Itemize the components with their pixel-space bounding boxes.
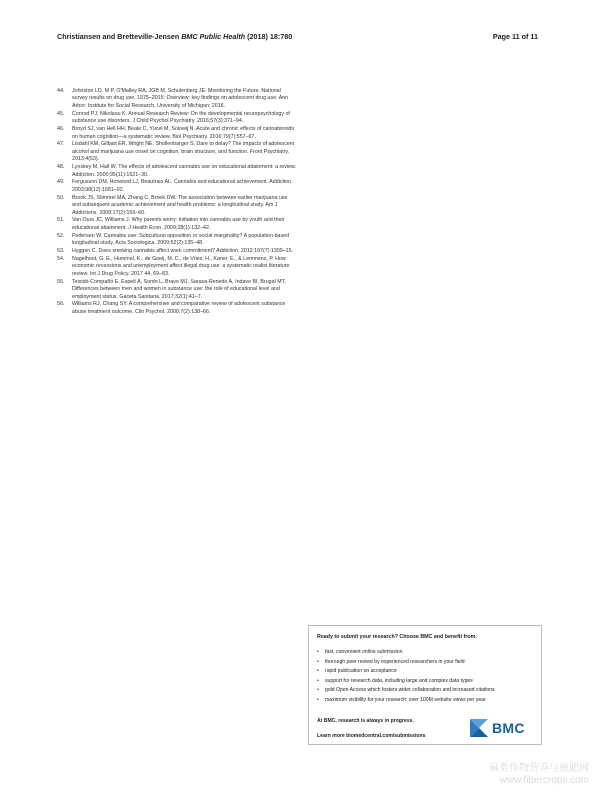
reference-number: 52. (57, 232, 65, 239)
reference-text: Williams RJ, Chang SY. A comprehensive and comparative review of adolescent substance abuse treatment outcome. Clin Psychol. 2000;7(2):138–66. (72, 301, 286, 315)
reference-number: 55. (57, 278, 65, 285)
bullet-icon: • (317, 696, 319, 703)
bmc-logo-text: BMC (492, 720, 525, 736)
reference-number: 45. (57, 110, 65, 117)
ad-benefit-text: fast, convenient online submission (325, 649, 403, 655)
ad-learn-more (317, 733, 425, 739)
reference-text: Broyd SJ, van Hell HH, Beale C, Yücel M, Solowij N. Acute and chronic effects of cannabinoids on human cognition—a systematic review. Biol Psychiatry. 2016;79(7):557–67. (72, 126, 295, 140)
reference-text: Johnston LD, M P, O'Malley RA, JGB M, Schulenberg JE. Monitoring the Future: National survey results on drug use, 1975–2015: Overview: key findings on adolescent drug use. Ann Arbor: Institute for Social Research, University of Michigan; 2016. (72, 88, 289, 109)
reference-text: Brook JS, Stimmel MA, Zhang C, Brook DW. The association between earlier marijuana use and subsequent academic achievement and health problems: a longitudinal study. Am J Addictions. 2008;17(2):155–60. (72, 194, 288, 216)
reference-item (57, 256, 297, 278)
ad-benefit-text: rapid publication on acceptance (325, 668, 397, 674)
bullet-icon: • (317, 658, 319, 665)
reference-number: 46. (57, 126, 65, 133)
ad-benefit-item (317, 696, 495, 706)
ad-benefit-item (317, 686, 495, 696)
reference-item (57, 301, 297, 316)
reference-item (57, 179, 297, 194)
reference-number: 51. (57, 217, 65, 224)
reference-text: Conrod PJ, Nikolaou K. Annual Research Review: On the developmental neuropsychology of substance use disorders. J Child Psychol Psychiatry. 2016;57(3):371–94. (72, 110, 290, 125)
ad-benefit-item (317, 677, 495, 687)
page-number: Page 11 of 11 (492, 32, 538, 41)
bullet-icon: • (317, 668, 319, 674)
reference-item (57, 88, 297, 110)
ad-benefit-text: gold Open Access which fosters wider collaboration and increased citations (325, 687, 495, 693)
reference-item (57, 141, 297, 163)
reference-text: Fergusson DM, Horwood LJ, Beautrais AL. Cannabis and educational achievement. Addiction. 2003;98(12):1681–92. (72, 179, 293, 193)
site-watermark (489, 763, 589, 787)
reference-item (57, 233, 297, 248)
reference-item (57, 126, 297, 141)
watermark-line-2: www.fibercrops.com (499, 775, 589, 786)
bullet-icon: • (317, 687, 319, 693)
reference-item (57, 217, 297, 232)
header-authors: Christiansen and Bretteville-Jensen (57, 32, 180, 41)
reference-item (57, 111, 297, 126)
ad-learn-more-link[interactable]: biomedcentral.com/submissions (346, 733, 426, 739)
reference-text: Teixidó-Compañó E, Espelt A, Sordo L, Bravo MJ, Sarasa-Renedo A, Indave BI, Brugal MT. Differences between men and women in substance use: the role of educational level and employment status. Gaceta Sanitaria. 2017;32(1):41–7. (72, 278, 286, 300)
ad-benefits-list (317, 648, 495, 705)
ad-benefit-text: thorough peer review by experienced researchers in your field (325, 658, 465, 665)
ad-title: Ready to submit your research? Choose BMC and benefit from: (317, 634, 478, 640)
ad-benefit-text: maximum visibility for your research: over 100M website views per year (325, 696, 486, 703)
reference-text: Lisdahl KM, Gilbart ER, Wright NE, Shollenbarger S. Dare to delay? The impacts of adolescent alcohol and marijuana use onset on cognition, brain structure, and function. Front Psychiatry. 2013;4(53). (72, 141, 295, 163)
ad-benefit-item (317, 667, 495, 677)
reference-number: 50. (57, 194, 65, 201)
reference-text: Van Ours JC, Williams J. Why parents worry: initiation into cannabis use by youth and their educational attainment. J Health Econ. 2009;28(1):132–42. (72, 217, 285, 231)
bmc-logo (470, 717, 525, 739)
reference-text: Pedersen W. Cannabis use: Subcultural opposition or social marginality? A population-based longitudinal study. Acta Sociologica. 2009;52(2):135–48. (72, 232, 290, 247)
bullet-icon: • (317, 677, 319, 684)
ad-tagline: At BMC, research is always in progress. (317, 718, 414, 724)
reference-number: 54. (57, 255, 65, 262)
reference-text: Nagelhout, G. E., Hummel, K., de Goeij, M. C., de Vries, H., Kaner, E., & Lemmens, P. How economic recessions and unemployment affect illegal drug use: a systematic realist literature review. Int J Drug Policy. 2017 44, 69–83. (72, 255, 290, 277)
header-journal: BMC Public Health (181, 32, 246, 41)
reference-item (57, 195, 297, 217)
reference-number: 47. (57, 141, 65, 148)
reference-number: 48. (57, 164, 65, 171)
bmc-submission-ad (308, 625, 542, 745)
watermark-line-1: 麻类作物营养与施肥网 (489, 763, 589, 774)
reference-number: 49. (57, 179, 65, 186)
reference-number: 53. (57, 248, 65, 255)
reference-list (57, 88, 297, 317)
ad-benefit-item (317, 648, 495, 658)
ad-benefit-item (317, 658, 495, 668)
reference-item (57, 164, 297, 179)
reference-number: 44. (57, 88, 65, 94)
reference-number: 56. (57, 301, 65, 308)
bullet-icon: • (317, 649, 319, 655)
reference-item (57, 279, 297, 301)
ad-benefit-text: support for research data, including large and complex data types (325, 677, 473, 684)
running-header (57, 32, 292, 41)
bmc-logo-icon (470, 719, 488, 737)
reference-item (57, 248, 297, 255)
ad-learn-more-prefix: Learn more (317, 733, 347, 739)
header-citation: (2018) 18:780 (247, 32, 293, 41)
reference-text: Lynskey M, Hall W. The effects of adolescent cannabis use on educational attainment: a review. Addiction. 2000;95(11):1621–30. (72, 164, 296, 178)
reference-text: Hyggen C. Does smoking cannabis affect work commitment? Addiction. 2012;107(7):1309–15. (72, 248, 294, 255)
